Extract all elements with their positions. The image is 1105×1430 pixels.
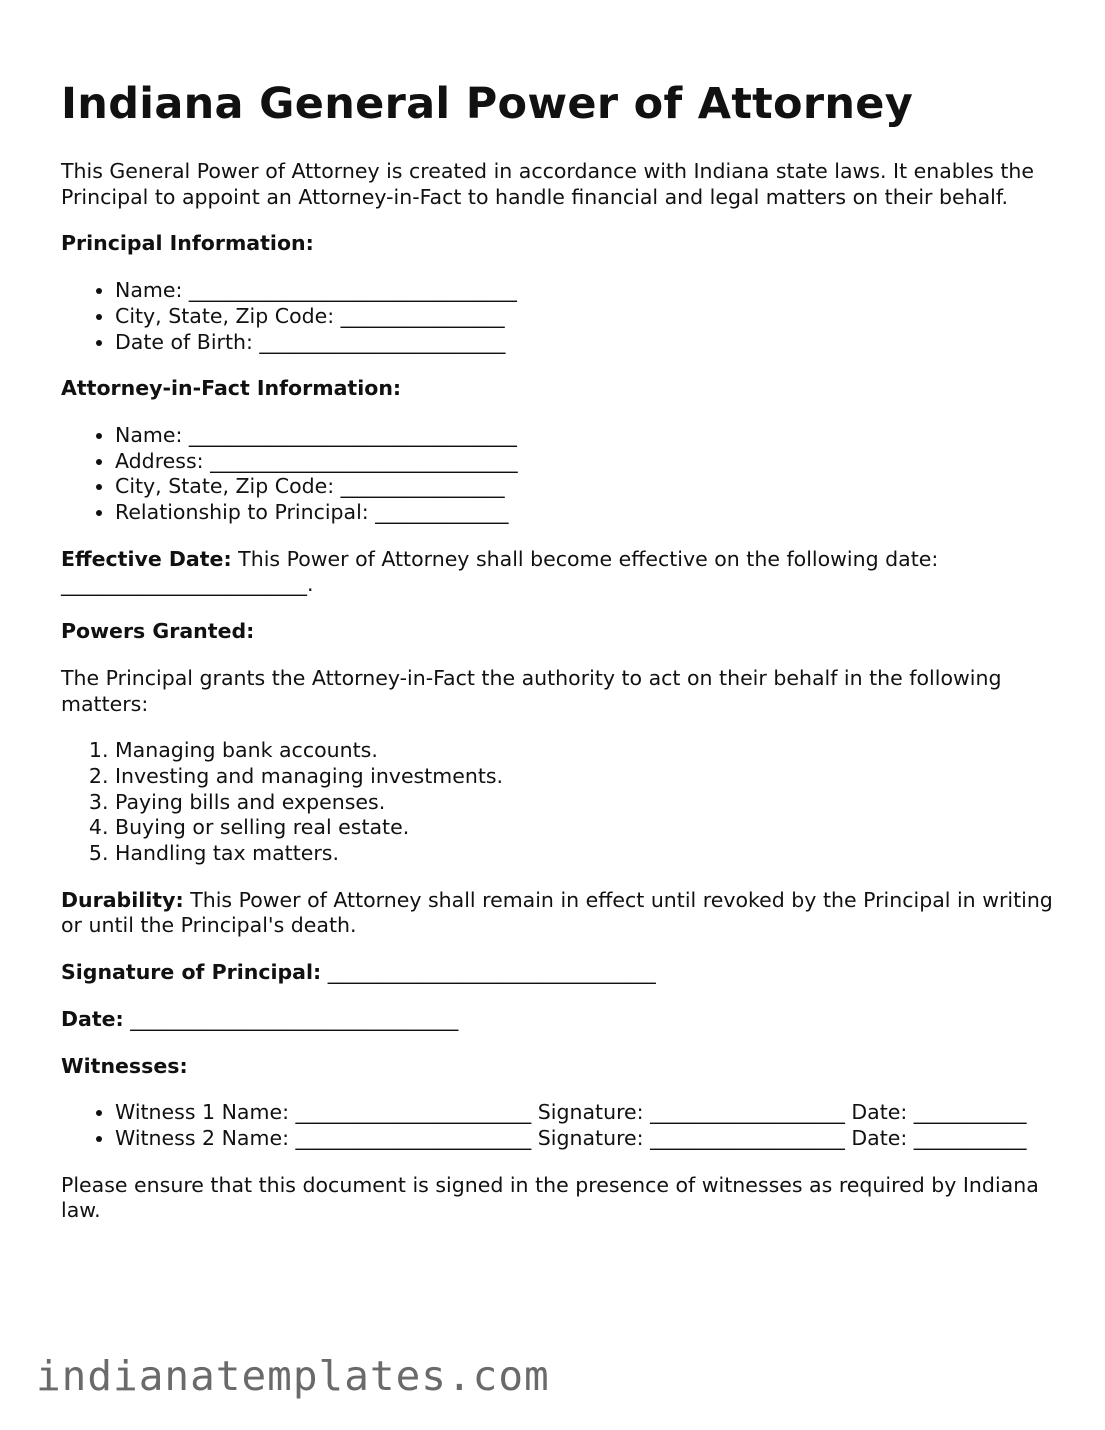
power-item: 5. Handling tax matters. (115, 841, 1061, 867)
closing-paragraph: Please ensure that this document is signed in the presence of witnesses as required by Indiana law. (61, 1172, 1039, 1223)
power-item: 3. Paying bills and expenses. (115, 790, 1061, 816)
document-title: Indiana General Power of Attorney (61, 79, 914, 129)
effective-date-paragraph (61, 547, 1061, 598)
effective-date-label: Effective Date: (61, 546, 232, 571)
witness-1-line: • Witness 1 Name: _______________________ Signature: ___________________ Date: ___________ (115, 1100, 1061, 1126)
signature-blank: ________________________________ (321, 960, 656, 985)
principal-signature-line (61, 960, 1061, 986)
durability-label: Durability: (61, 887, 184, 912)
attorney-relationship-field: • Relationship to Principal: _____________ (115, 500, 1061, 526)
principal-city-field: • City, State, Zip Code: ________________ (115, 304, 1061, 330)
attorney-address-field: • Address: ______________________________ (115, 449, 1061, 475)
power-item: 4. Buying or selling real estate. (115, 815, 1061, 841)
date-line (61, 1007, 1061, 1033)
power-item: 2. Investing and managing investments. (115, 764, 1061, 790)
attorney-city-field: • City, State, Zip Code: ________________ (115, 474, 1061, 500)
date-blank: ________________________________ (123, 1006, 459, 1031)
date-label: Date: (61, 1006, 124, 1031)
witnesses-heading: Witnesses: (61, 1053, 188, 1078)
attorney-name-field: • Name: ________________________________ (115, 423, 1061, 449)
durability-text: This Power of Attorney shall remain in effect until revoked by the Principal in writing or until the Principal's death. (61, 887, 1053, 938)
witness-2-line: • Witness 2 Name: _______________________ Signature: ___________________ Date: ___________ (115, 1126, 1061, 1152)
powers-intro: The Principal grants the Attorney-in-Fact the authority to act on their behalf in the following matters: (61, 665, 1002, 716)
principal-name-field: • Name: ________________________________ (115, 278, 1061, 304)
powers-heading: Powers Granted: (61, 619, 255, 644)
attorney-list (61, 423, 1061, 526)
effective-date-text: This Power of Attorney shall become effective on the following date: ________________________. (61, 546, 939, 597)
principal-dob-field: • Date of Birth: ________________________ (115, 330, 1061, 356)
principal-heading: Principal Information: (61, 231, 314, 256)
principal-list (61, 278, 1061, 355)
attorney-heading: Attorney-in-Fact Information: (61, 376, 402, 401)
document-page (61, 74, 1061, 1245)
durability-paragraph (61, 888, 1061, 939)
witness-list (61, 1100, 1061, 1151)
intro-paragraph: This General Power of Attorney is created in accordance with Indiana state laws. It enables the Principal to appoint an Attorney-in-Fact to handle financial and legal matters on their behalf. (61, 159, 1034, 209)
power-item: 1. Managing bank accounts. (115, 738, 1061, 764)
watermark-text: indianatemplates.com (36, 1352, 550, 1400)
powers-list (61, 738, 1061, 867)
signature-label: Signature of Principal: (61, 960, 322, 985)
